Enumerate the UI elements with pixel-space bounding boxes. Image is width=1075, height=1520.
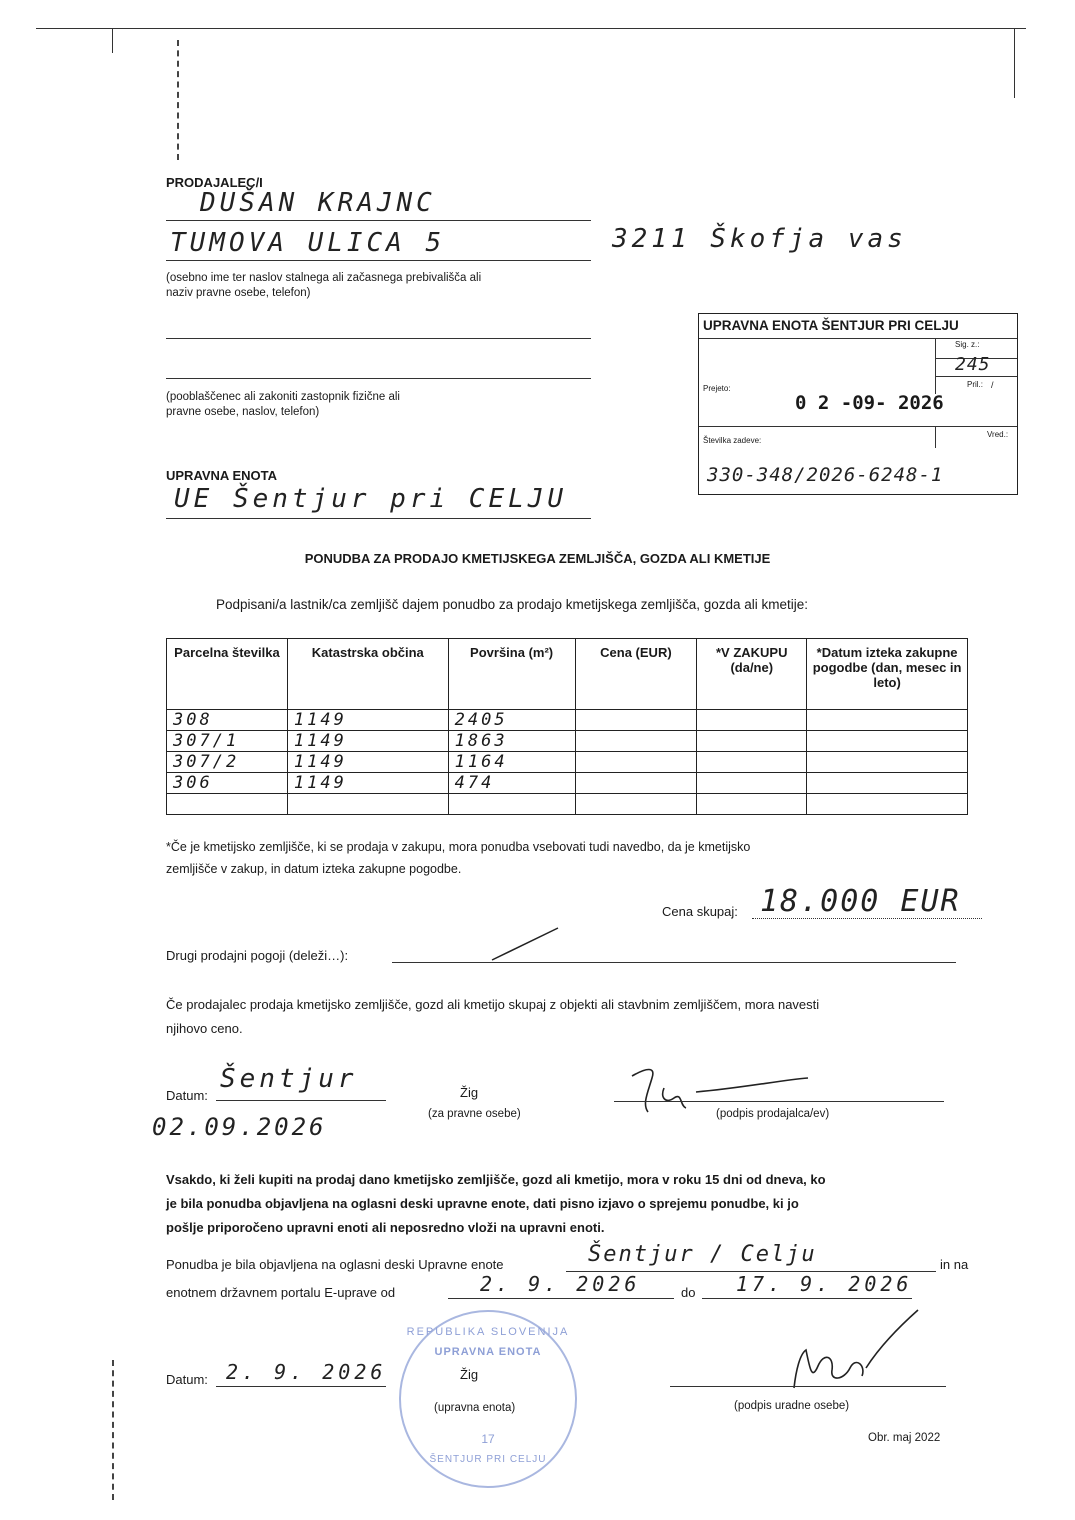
case-number: 330-348/2026-6248-1: [707, 464, 944, 486]
office-stamp-middle-rule: [699, 426, 1017, 427]
right-margin-mark: [1014, 28, 1015, 98]
table-cell: [575, 773, 697, 794]
notice-line1: Vsakdo, ki želi kupiti na prodaj dano kmetijsko zemljišče, gozd ali kmetijo, mora v roku 15 dni od dneva, ko: [166, 1172, 826, 1187]
publication-from: 2. 9. 2026: [480, 1272, 641, 1296]
table-cell: 1149: [287, 731, 448, 752]
stamp-number: 17: [481, 1432, 495, 1446]
official-seal-label: Žig: [460, 1367, 479, 1382]
office-stamp-divider-1: [935, 338, 936, 394]
representative-line-2: [166, 378, 591, 379]
other-terms-strike: [488, 924, 562, 964]
table-cell: [697, 731, 807, 752]
case-label: Številka zadeve:: [703, 436, 762, 445]
left-margin-mark: [112, 28, 113, 53]
seller-signature-note: (podpis prodajalca/ev): [716, 1108, 830, 1120]
objects-note-line2: njihovo ceno.: [166, 1021, 243, 1036]
table-cell: [575, 731, 697, 752]
pril-label: Pril.:: [967, 380, 983, 389]
table-cell: [575, 752, 697, 773]
table-cell: 1149: [287, 710, 448, 731]
table-cell: [575, 794, 697, 815]
publication-to-line: [702, 1298, 912, 1299]
official-seal-note: (upravna enota): [434, 1402, 516, 1414]
table-cell: 1149: [287, 773, 448, 794]
table-cell: [807, 710, 968, 731]
official-signature-line: [670, 1386, 946, 1387]
publication-unit: Šentjur / Celju: [588, 1242, 817, 1267]
official-date: 2. 9. 2026: [226, 1360, 387, 1384]
table-cell: [575, 710, 697, 731]
total-value: 18.000 EUR: [760, 884, 961, 919]
other-terms-line: [392, 962, 956, 963]
seller-place: Šentjur: [220, 1064, 358, 1094]
table-cell: [697, 710, 807, 731]
office-stamp-divider-2: [935, 426, 936, 448]
left-dashed-margin-bottom: [112, 1360, 114, 1500]
parcels-table: [166, 638, 968, 815]
table-header-row: [167, 639, 968, 710]
seller-address-line: [166, 260, 591, 261]
table-cell: [697, 773, 807, 794]
table-cell: [287, 794, 448, 815]
seller-date: 02.09.2026: [152, 1113, 327, 1141]
table-cell: [807, 794, 968, 815]
table-cell: [807, 773, 968, 794]
col-area: Površina (m²): [448, 639, 575, 710]
admin-unit-value: UE Šentjur pri CELJU: [174, 484, 568, 514]
representative-line-1: [166, 338, 591, 339]
footnote-line1: *Če je kmetijsko zemljišče, ki se prodaja v zakupu, mora ponudba vsebovati tudi navedbo, da je kmetijsko: [166, 840, 751, 854]
table-cell: 307/2: [167, 752, 288, 773]
stamp-ring-text: REPUBLIKA SLOVENIJA: [406, 1326, 570, 1338]
table-cell: [697, 752, 807, 773]
pril-value: /: [991, 380, 994, 390]
table-row: [167, 752, 968, 773]
sig-label: Sig. z.:: [955, 340, 980, 349]
seller-signature-line: [614, 1101, 944, 1102]
seller-note: [166, 271, 481, 301]
total-line: [752, 918, 982, 919]
table-cell: 306: [167, 773, 288, 794]
objects-note-line1: Če prodajalec prodaja kmetijsko zemljišče, gozd ali kmetijo skupaj z objekti ali stavbnim zemljiščem, mora navesti: [166, 997, 820, 1012]
table-cell: 1164: [448, 752, 575, 773]
table-cell: 1863: [448, 731, 575, 752]
col-leased: *V ZAKUPU (da/ne): [697, 639, 807, 710]
table-cell: [697, 794, 807, 815]
official-date-line: [216, 1386, 386, 1387]
table-cell: [807, 731, 968, 752]
office-stamp-box: [698, 313, 1018, 495]
publication-to-label: do: [681, 1285, 696, 1300]
total-label: Cena skupaj:: [662, 904, 738, 919]
seller-heading: PRODAJALEC/I: [166, 175, 263, 190]
official-signature: [770, 1306, 930, 1396]
office-stamp-title-rule: [699, 338, 1017, 339]
seller-note-line1: (osebno ime ter naslov stalnega ali začasnega prebivališča ali: [166, 272, 482, 284]
table-row: [167, 710, 968, 731]
stamp-center-text: UPRAVNA ENOTA: [434, 1346, 542, 1358]
table-cell: 1149: [287, 752, 448, 773]
left-dashed-margin: [177, 40, 179, 160]
seller-address: TUMOVA ULICA 5: [170, 228, 446, 258]
form-title: PONUDBA ZA PRODAJO KMETIJSKEGA ZEMLJIŠČA, GOZDA ALI KMETIJE: [304, 551, 771, 566]
table-cell: [807, 752, 968, 773]
official-signature-note: (podpis uradne osebe): [734, 1400, 850, 1412]
publication-to: 17. 9. 2026: [736, 1272, 913, 1296]
office-stamp-pril-rule: [935, 376, 1017, 377]
form-intro: Podpisani/a lastnik/ca zemljišč dajem ponudbo za prodajo kmetijskega zemljišča, gozda ali kmetije:: [216, 597, 809, 612]
stamp-bottom-text: ŠENTJUR PRI CELJU: [429, 1454, 547, 1465]
publication-text3: enotnem državnem portalu E-uprave od: [166, 1285, 396, 1300]
publication-text1: Ponudba je bila objavljena na oglasni deski Upravne enote: [166, 1257, 504, 1272]
table-cell: [167, 794, 288, 815]
admin-unit-line: [166, 518, 591, 519]
col-parcel-number: Parcelna številka: [167, 639, 288, 710]
office-stamp-title: UPRAVNA ENOTA ŠENTJUR PRI CELJU: [703, 318, 959, 333]
official-round-stamp: [399, 1310, 577, 1488]
table-cell: [448, 794, 575, 815]
sig-value: 245: [955, 354, 991, 375]
other-terms-label: Drugi prodajni pogoji (deleži…):: [166, 948, 349, 963]
representative-note: [166, 390, 400, 420]
received-label: Prejeto:: [703, 384, 731, 393]
seller-date-line: [216, 1100, 386, 1101]
admin-unit-heading: UPRAVNA ENOTA: [166, 468, 277, 483]
table-row: [167, 794, 968, 815]
table-cell: 308: [167, 710, 288, 731]
footnote-line2: zemljišče v zakup, in datum izteka zakupne pogodbe.: [166, 862, 462, 876]
vred-label: Vred.:: [987, 430, 1009, 439]
table-row: [167, 731, 968, 752]
publication-text2: in na: [940, 1257, 969, 1272]
representative-note-line2: pravne osebe, naslov, telefon): [166, 406, 320, 418]
seller-seal-note: (za pravne osebe): [428, 1108, 521, 1120]
objects-note: [166, 993, 819, 1041]
table-cell: 474: [448, 773, 575, 794]
notice-line2: je bila ponudba objavljena na oglasni deski upravne enote, dati pisno izjavo o sprejemu ponudbe, ki jo: [166, 1196, 799, 1211]
publication-from-line: [448, 1298, 674, 1299]
col-cadastral-municipality: Katastrska občina: [287, 639, 448, 710]
seller-post: 3211 Škofja vas: [612, 224, 907, 254]
form-code: Obr. maj 2022: [868, 1432, 941, 1444]
representative-note-line1: (pooblaščenec ali zakoniti zastopnik fizične ali: [166, 391, 400, 403]
received-date: 0 2 -09- 2026: [795, 392, 944, 414]
seller-name-line: [166, 220, 591, 221]
seller-seal-label: Žig: [460, 1085, 479, 1100]
table-row: [167, 773, 968, 794]
seller-name: DUŠAN KRAJNC: [200, 188, 436, 218]
footnote: [166, 836, 750, 880]
col-lease-expiry: *Datum izteka zakupne pogodbe (dan, mesec in leto): [807, 639, 968, 710]
seller-date-label: Datum:: [166, 1088, 208, 1103]
seller-note-line2: naziv pravne osebe, telefon): [166, 287, 311, 299]
notice-line3: pošlje priporočeno upravni enoti ali neposredno vloži na upravni enoti.: [166, 1220, 605, 1235]
table-cell: 2405: [448, 710, 575, 731]
purchase-notice: [166, 1168, 826, 1240]
top-border-line: [36, 28, 1026, 29]
col-price: Cena (EUR): [575, 639, 697, 710]
official-date-label: Datum:: [166, 1372, 208, 1387]
table-cell: 307/1: [167, 731, 288, 752]
